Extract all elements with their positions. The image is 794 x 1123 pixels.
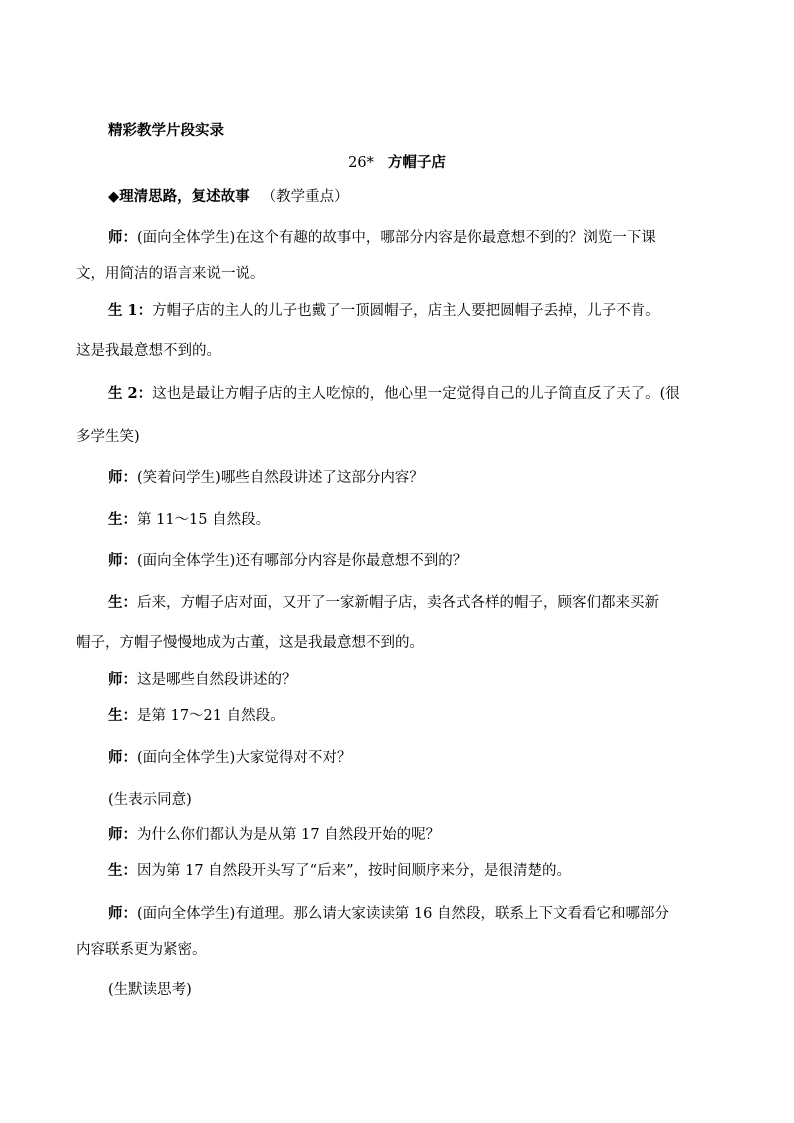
dialogue-line: 多学生笑) (76, 429, 140, 445)
dialogue-text: 因为第 17 自然段开头写了“后来”，按时间顺序来分，是很清楚的。 (137, 863, 571, 879)
speaker-label: 师： (108, 552, 137, 569)
lesson-title-row (0, 151, 794, 172)
dialogue-text: 这是哪些自然段讲述的？ (137, 672, 297, 688)
speaker-label: 生 2： (108, 385, 153, 402)
dialogue-line (108, 748, 351, 768)
dialogue-line (108, 904, 669, 924)
stage-direction: (生默读思考) (108, 982, 192, 998)
section-heading: 精彩教学片段实录 (108, 122, 224, 139)
speaker-label: 师： (108, 671, 137, 688)
focus-heading-row (108, 187, 349, 207)
dialogue-line: 这是我最意想不到的。 (76, 343, 221, 359)
dialogue-text: 第 11～15 自然段。 (137, 512, 271, 528)
speaker-label: 生： (108, 862, 137, 879)
dialogue-line (108, 861, 571, 881)
speaker-label: 生： (108, 594, 137, 611)
speaker-label: 师： (108, 469, 137, 486)
dialogue-text: 是第 17～21 自然段。 (137, 708, 285, 724)
focus-heading: ◆理清思路，复述故事 (108, 188, 250, 205)
speaker-label: 师： (108, 229, 137, 246)
dialogue-line (108, 670, 297, 690)
dialogue-text: (面向全体学生)在这个有趣的故事中，哪部分内容是你最意想不到的？浏览一下课 (137, 230, 656, 246)
dialogue-line (108, 301, 660, 321)
dialogue-line (108, 593, 659, 613)
lesson-title: 方帽子店 (387, 154, 446, 171)
dialogue-line (108, 551, 467, 571)
dialogue-line: 内容联系更为紧密。 (76, 942, 207, 958)
dialogue-text: (面向全体学生)有道理。那么请大家读读第 16 自然段，联系上下文看看它和哪部分 (137, 906, 669, 922)
dialogue-text: 方帽子店的主人的儿子也戴了一顶圆帽子，店主人要把圆帽子丢掉，儿子不肯。 (152, 303, 660, 319)
dialogue-line (108, 825, 440, 845)
dialogue-line (108, 706, 285, 726)
dialogue-text: (面向全体学生)大家觉得对不对？ (137, 750, 352, 766)
speaker-label: 生： (108, 511, 137, 528)
dialogue-text: 为什么你们都认为是从第 17 自然段开始的呢？ (137, 827, 441, 843)
dialogue-line: 文，用简洁的语言来说一说。 (76, 266, 265, 282)
speaker-label: 师： (108, 826, 137, 843)
dialogue-line (108, 384, 680, 404)
speaker-label: 师： (108, 749, 137, 766)
dialogue-line (108, 468, 424, 488)
dialogue-line (108, 510, 270, 530)
stage-direction: (生表示同意) (108, 792, 192, 808)
dialogue-line (108, 228, 656, 248)
dialogue-line: 帽子，方帽子慢慢地成为古董，这是我最意想不到的。 (76, 635, 424, 651)
dialogue-text: 后来，方帽子店对面，又开了一家新帽子店，卖各式各样的帽子，顾客们都来买新 (137, 595, 659, 611)
speaker-label: 生 1： (108, 302, 153, 319)
dialogue-text: (笑着问学生)哪些自然段讲述了这部分内容？ (137, 470, 424, 486)
dialogue-text: (面向全体学生)还有哪部分内容是你最意想不到的？ (137, 553, 468, 569)
dialogue-text: 这也是最让方帽子店的主人吃惊的，他心里一定觉得自己的儿子简直反了天了。(很 (152, 386, 680, 402)
focus-note: （教学重点） (261, 189, 349, 205)
lesson-number: 26* (348, 155, 374, 171)
speaker-label: 师： (108, 905, 137, 922)
speaker-label: 生： (108, 707, 137, 724)
